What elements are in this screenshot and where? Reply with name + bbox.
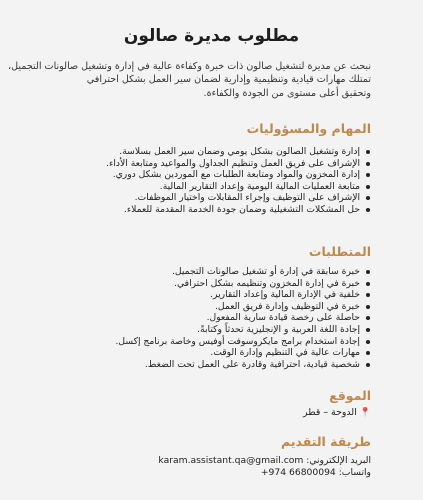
page-title: مطلوب مديرة صالون xyxy=(123,26,300,46)
list-item: خبرة سابقة في إدارة أو تشغيل صالونات التجميل. xyxy=(41,266,371,278)
list-item: خبرة في التوظيف وإدارة فريق العمل. xyxy=(41,301,371,313)
list-item: خلفية في الإدارة المالية وإعداد التقارير. xyxy=(41,289,371,301)
list-item: متابعة العمليات المالية اليومية وإعداد التقارير المالية. xyxy=(41,181,371,193)
intro-paragraph xyxy=(8,60,371,100)
list-item: شخصية قيادية، احترافية وقادرة على العمل تحت الضغط. xyxy=(41,359,371,371)
list-item: حل المشكلات التشغيلية وضمان جودة الخدمة المقدمة للعملاء. xyxy=(41,204,371,216)
list-item: إجادة اللغة العربية و الإنجليزية تحدثاً وكتابةً. xyxy=(41,324,371,336)
requirements-list xyxy=(41,266,371,370)
whatsapp-number[interactable]: +974 66800094 xyxy=(260,467,336,478)
apply-heading: طريقة التقديم xyxy=(281,434,371,449)
list-item: إدارة وتشغيل الصالون بشكل يومي وضمان سير العمل بسلاسة. xyxy=(41,146,371,158)
intro-line: نبحث عن مديرة لتشغيل صالون ذات خبرة وكفاءة عالية في إدارة وتشغيل صالونات التجميل، xyxy=(8,61,371,72)
list-item: إدارة المخزون والمواد ومتابعة الطلبات مع الموردين بشكل دوري. xyxy=(41,169,371,181)
contact-block xyxy=(121,455,371,479)
whatsapp-label: واتساب: xyxy=(338,467,371,478)
duties-list xyxy=(41,146,371,216)
map-pin-icon: 📍 xyxy=(359,408,371,418)
list-item: إجادة استخدام برامج مايكروسوفت أوفيس وخاصة برنامج إكسل. xyxy=(41,336,371,348)
location-text: الدوحة – قطر xyxy=(303,407,357,418)
intro-line: تمتلك مهارات قيادية وتنظيمية وإدارية لضمان سير العمل بشكل احترافي xyxy=(86,74,371,86)
whatsapp-line xyxy=(121,467,371,479)
list-item: مهارات عالية في التنظيم وإدارة الوقت. xyxy=(41,347,371,359)
intro-line: وتحقيق أعلى مستوى من الجودة والكفاءة. xyxy=(203,87,371,99)
location-heading: الموقع xyxy=(329,388,371,403)
list-item: الإشراف على فريق العمل وتنظيم الجداول والمواعيد ومتابعة الأداء. xyxy=(41,158,371,170)
email-line xyxy=(121,455,371,467)
requirements-heading: المتطلبات xyxy=(308,244,371,259)
email-link[interactable]: karam.assistant.qa@gmail.com xyxy=(158,455,304,466)
location-line xyxy=(303,407,371,418)
list-item: خبرة في إدارة المخزون وتنظيمه بشكل احترافي. xyxy=(41,278,371,290)
duties-heading: المهام والمسؤوليات xyxy=(246,121,371,136)
list-item: حاصلة على رخصة قيادة سارية المفعول. xyxy=(41,312,371,324)
list-item: الإشراف على التوظيف وإجراء المقابلات واختيار الموظفات. xyxy=(41,192,371,204)
email-label: البريد الإلكتروني: xyxy=(306,455,371,466)
